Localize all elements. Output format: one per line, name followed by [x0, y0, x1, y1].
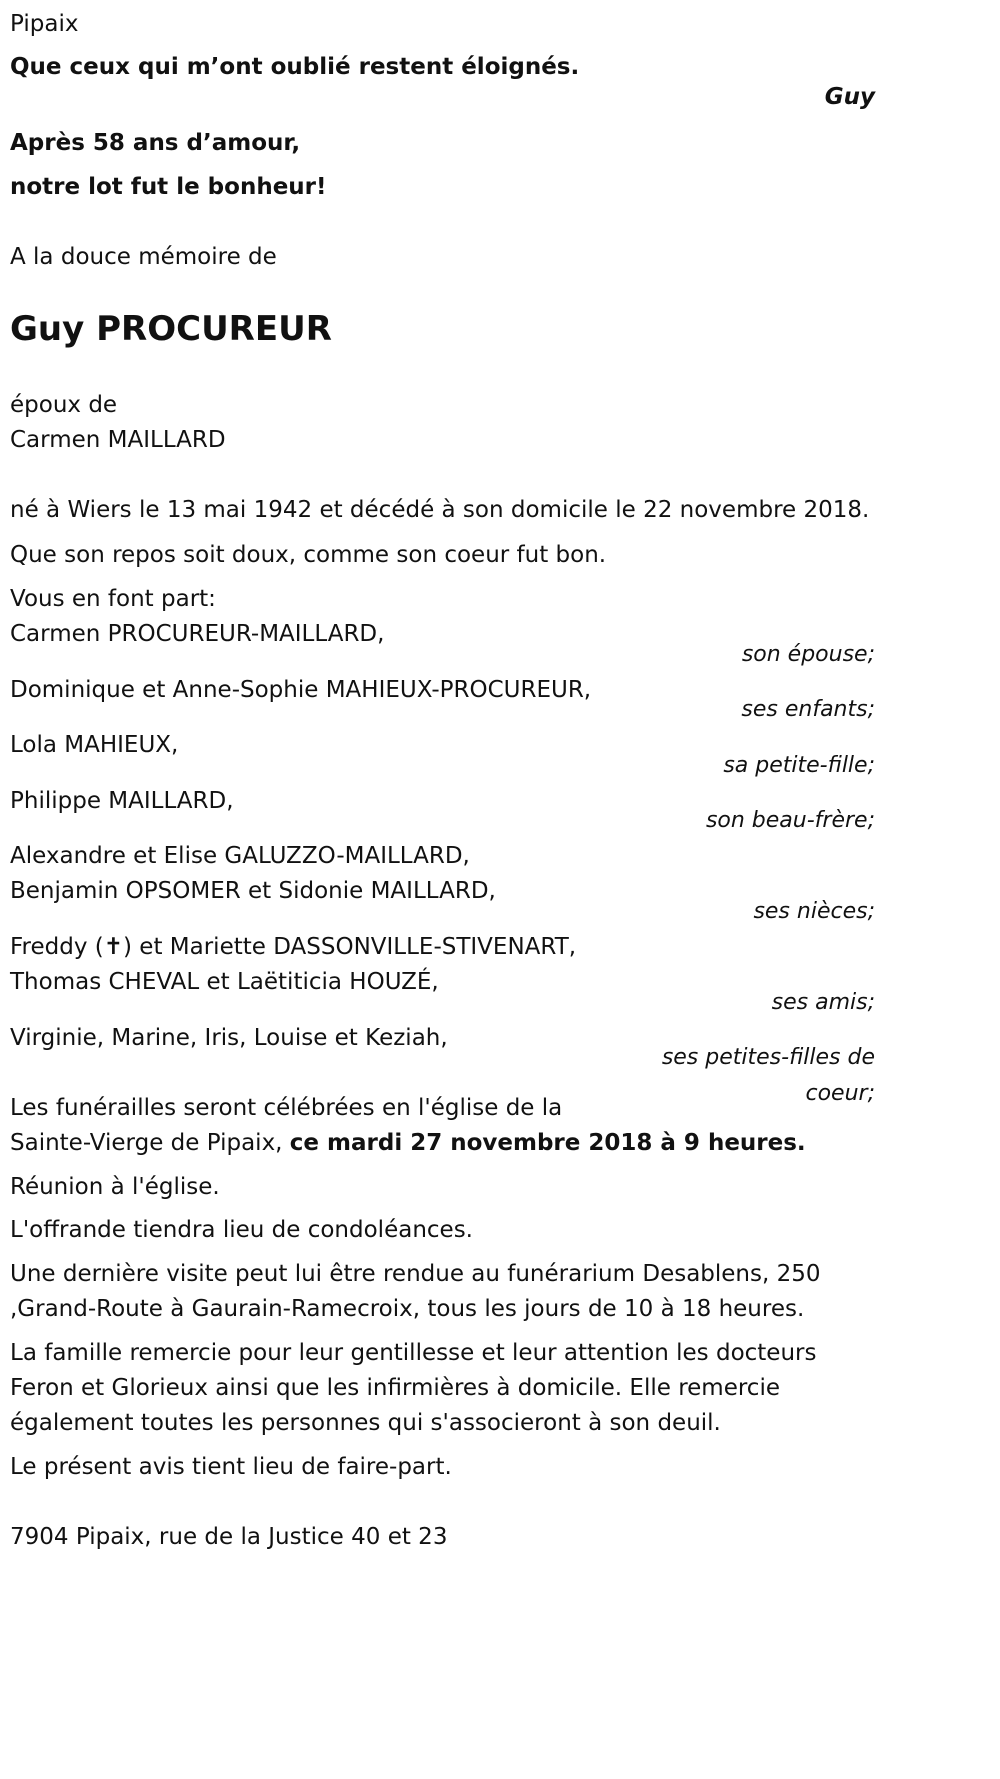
family-relation: ses amis;	[771, 990, 875, 1015]
motto-line-2: notre lot fut le bonheur!	[10, 174, 327, 200]
quote: Que ceux qui m’ont oublié restent éloignés.	[10, 54, 580, 80]
funeral-line-2	[10, 1123, 806, 1163]
notice: Le présent avis tient lieu de faire-part.	[10, 1454, 452, 1480]
family-name: Thomas CHEVAL et Laëtiticia HOUZÉ,	[10, 969, 439, 995]
family-name: Dominique et Anne-Sophie MAHIEUX-PROCUREUR,	[10, 677, 592, 703]
meeting: Réunion à l'église.	[10, 1174, 220, 1200]
offering: L'offrande tiendra lieu de condoléances.	[10, 1217, 473, 1243]
family-name: Benjamin OPSOMER et Sidonie MAILLARD,	[10, 878, 496, 904]
family-name: Freddy (✝) et Mariette DASSONVILLE-STIVENART,	[10, 934, 577, 960]
spouse-label: époux de	[10, 392, 118, 418]
motto-line-1: Après 58 ans d’amour,	[10, 130, 301, 156]
family-relation: ses enfants;	[741, 697, 875, 722]
family-name: Carmen PROCUREUR-MAILLARD,	[10, 621, 385, 647]
thanks-line-1: La famille remercie pour leur gentillesse et leur attention les docteurs	[10, 1340, 817, 1366]
family-relation: ses nièces;	[753, 899, 875, 924]
family-name: Virginie, Marine, Iris, Louise et Keziah,	[10, 1025, 448, 1051]
announce: Vous en font part:	[10, 586, 216, 612]
memorial-intro: A la douce mémoire de	[10, 244, 277, 270]
thanks-line-2: Feron et Glorieux ainsi que les infirmières à domicile. Elle remercie	[10, 1375, 780, 1401]
location: Pipaix	[10, 11, 79, 37]
visit-line-2: ,Grand-Route à Gaurain-Ramecroix, tous les jours de 10 à 18 heures.	[10, 1296, 805, 1322]
family-relation: coeur;	[805, 1081, 875, 1106]
family-relation: ses petites-filles de	[661, 1045, 875, 1070]
funeral-date: ce mardi 27 novembre 2018 à 9 heures.	[289, 1130, 806, 1156]
spouse-name: Carmen MAILLARD	[10, 427, 226, 453]
birth-death: né à Wiers le 13 mai 1942 et décédé à son domicile le 22 novembre 2018.	[10, 497, 870, 523]
address: 7904 Pipaix, rue de la Justice 40 et 23	[10, 1524, 448, 1550]
visit-line-1: Une dernière visite peut lui être rendue au funérarium Desablens, 250	[10, 1261, 821, 1287]
wish: Que son repos soit doux, comme son coeur fut bon.	[10, 542, 607, 568]
family-relation: sa petite-fille;	[723, 753, 875, 778]
family-name: Alexandre et Elise GALUZZO-MAILLARD,	[10, 843, 470, 869]
family-relation: son épouse;	[741, 642, 875, 667]
family-relation: son beau-frère;	[705, 808, 875, 833]
deceased-name: Guy PROCUREUR	[10, 309, 332, 349]
funeral-church: Sainte-Vierge de Pipaix,	[10, 1130, 290, 1156]
thanks-line-3: également toutes les personnes qui s'associeront à son deuil.	[10, 1410, 721, 1436]
quote-author: Guy	[824, 84, 875, 110]
family-name: Philippe MAILLARD,	[10, 788, 234, 814]
funeral-line-1: Les funérailles seront célébrées en l'église de la	[10, 1095, 563, 1121]
family-name: Lola MAHIEUX,	[10, 732, 179, 758]
